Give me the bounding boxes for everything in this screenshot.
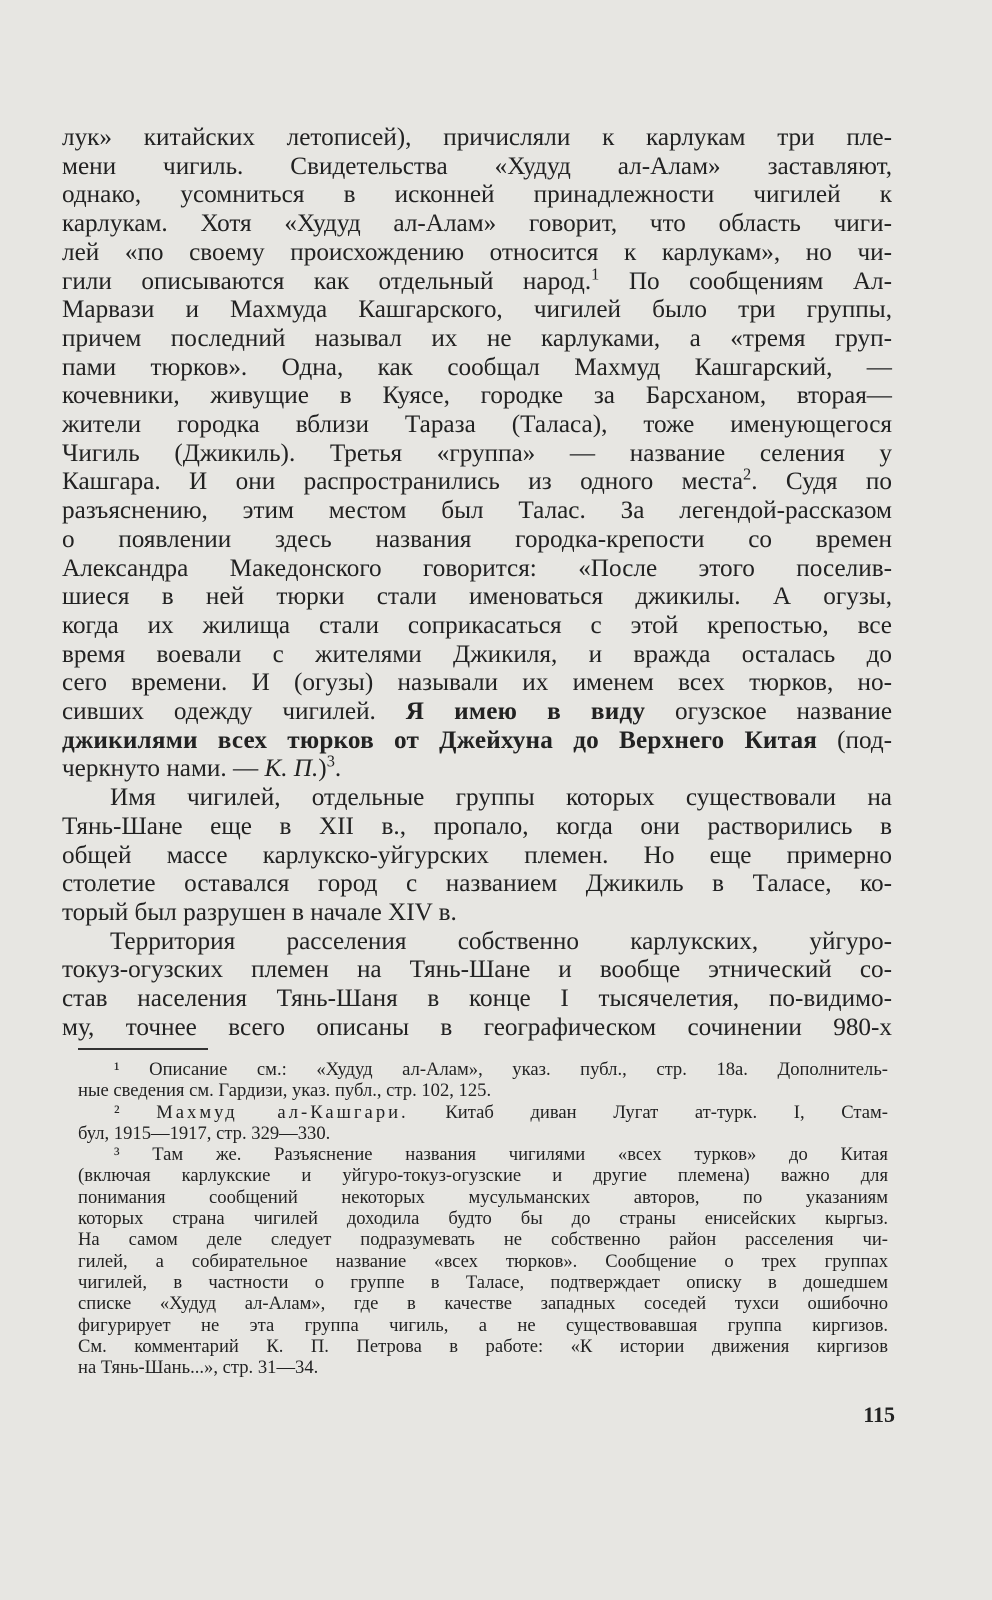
text-line: Александра Македонского говорится: «После этого поселив- [62, 554, 892, 582]
text-line: разъяснению, этим местом был Талас. За легендой-рассказом [62, 497, 892, 525]
text-line: столетие оставался город с названием Джикиль в Таласе, ко- [62, 870, 892, 898]
text-line: Марвази и Махмуда Кашгарского, чигилей было три группы, [62, 296, 892, 324]
text-segment: огузское название [675, 698, 893, 726]
bold-phrase: Я имею в виду [405, 698, 646, 726]
paragraph-1 [62, 124, 892, 784]
text-segment: По сообщениям Ал- [628, 267, 892, 295]
footnote-line: которых страна чигилей доходила будто бы до страны енисейских кыргыз. [78, 1208, 888, 1230]
text-line: мени чигиль. Свидетельства «Худуд ал-Алам» заставляют, [62, 152, 892, 180]
text-segment: гили описываются как отдельный народ. [62, 267, 592, 295]
text-line [62, 465, 893, 497]
footnote-1 [78, 1059, 888, 1102]
footnote-ref-1: 1 [591, 264, 600, 284]
text-segment: (под- [837, 726, 893, 754]
main-text [62, 124, 892, 1043]
footnote-author: Махмуд ал-Кашгари. [156, 1101, 409, 1123]
text-segment: сивших одежду чигилей. [62, 698, 376, 726]
text-line: однако, усомниться в исконней принадлежности чигилей к [62, 181, 892, 209]
paragraph-3 [62, 928, 892, 1043]
text-line: лей «по своему происхождению относится к карлукам», но чи- [62, 238, 892, 266]
text-line: му, точнее всего описаны в географическом сочинении 980-х [62, 1013, 892, 1041]
footnote-line [78, 1102, 888, 1123]
text-line: кочевники, живущие в Куясе, городке за Барсханом, вторая— [62, 382, 892, 410]
text-line: время воевали с жителями Джикиля, и вражда осталась до [62, 640, 892, 668]
text-line: общей массе карлукско-уйгурских племен. Но еще примерно [62, 841, 892, 869]
footnote-line: На самом деле следует подразумевать не собственно район расселения чи- [78, 1229, 888, 1251]
footnotes [78, 1059, 888, 1378]
footnote-line: ¹ Описание см.: «Худуд ал-Алам», указ. публ., стр. 18а. Дополнитель- [114, 1059, 888, 1080]
text-line: жители городка вблизи Тараза (Таласа), тоже именующегося [62, 411, 892, 439]
text-line: сего времени. И (огузы) называли их именем всех тюрков, но- [62, 669, 892, 697]
bold-phrase: джикилями [62, 726, 198, 754]
text-line: Тянь-Шане еще в XII в., пропало, когда они растворились в [62, 812, 892, 840]
footnote-line: фигурирует не эта группа чигиль, а не существовавшая группа киргизов. [78, 1314, 888, 1336]
paragraph-2 [62, 784, 892, 928]
footnote-line: ные сведения см. Гардизи, указ. публ., стр. 102, 125. [78, 1080, 492, 1102]
text-segment: Кашгара. И они распространились из одного места [62, 468, 744, 496]
footnote-3 [78, 1144, 888, 1378]
text-line: шиеся в ней тюрки стали именоваться джикилы. А огузы, [62, 583, 892, 611]
footnote-line: понимания сообщений некоторых мусульманских авторов, по указаниям [78, 1186, 888, 1208]
text-line [62, 727, 892, 756]
text-line: Территория расселения собственно карлукских, уйгуро- [110, 927, 892, 955]
text-segment: ) [318, 755, 327, 783]
footnote-mark: ² [114, 1101, 120, 1123]
footnote-line: на Тянь-Шань...», стр. 31—34. [78, 1357, 319, 1379]
page-number: 115 [863, 1402, 895, 1427]
footnote-ref-2: 2 [743, 465, 752, 485]
text-line: Имя чигилей, отдельные группы которых существовали на [110, 784, 892, 812]
text-line: пами тюрков». Одна, как сообщал Махмуд Кашгарский, — [62, 353, 892, 381]
text-line: став населения Тянь-Шаня в конце I тысячелетия, по-видимо- [62, 985, 892, 1013]
text-line: когда их жилища стали соприкасаться с этой крепостью, все [62, 611, 892, 639]
footnote-divider [78, 1048, 208, 1050]
text-line [62, 752, 892, 784]
footnote-line: гилей, а собирательное название «всех тюрков». Сообщение о трех группах [78, 1250, 888, 1272]
footnote-2 [78, 1102, 888, 1145]
text-line: торый был разрушен в начале XIV в. [62, 898, 457, 926]
footnote-line: ³ Там же. Разъяснение названия чигилями «всех турков» до Китая [114, 1144, 888, 1166]
footnote-ref-3: 3 [326, 752, 335, 772]
text-segment: . Судя по [751, 468, 893, 496]
text-segment: . [334, 755, 342, 783]
footnote-text: Китаб диван Лугат ат-турк. I, Стам- [445, 1101, 888, 1123]
text-line: о появлении здесь названия городка-крепости со времен [62, 525, 892, 553]
bold-phrase: всех тюрков от Джейхуна до Верхнего Китая [217, 726, 818, 754]
text-line: карлукам. Хотя «Худуд ал-Алам» говорит, что область чиги- [62, 210, 892, 238]
text-line: Чигиль (Джикиль). Третья «группа» — название селения у [62, 439, 892, 467]
text-line [62, 698, 892, 727]
text-line: лук» китайских летописей), причисляли к карлукам три пле- [62, 124, 892, 151]
text-line [62, 264, 892, 297]
italic-initials: К. П. [264, 755, 319, 783]
text-line: причем последний называл их не карлуками, а «тремя груп- [62, 324, 892, 352]
text-line: токуз-огузских племен на Тянь-Шане и вообще этнический со- [62, 956, 892, 984]
footnote-line: См. комментарий К. П. Петрова в работе: «К истории движения киргизов [78, 1335, 888, 1357]
footnote-line: чигилей, в частности о группе в Таласе, подтверждает описку в дошедшем [78, 1271, 888, 1293]
footnote-line: (включая карлукские и уйгуро-токуз-огузские и другие племена) важно для [78, 1165, 888, 1187]
footnote-line: бул, 1915—1917, стр. 329—330. [78, 1122, 331, 1144]
footnote-line: списке «Худуд ал-Алам», где в качестве западных соседей тухси ошибочно [78, 1293, 888, 1315]
text-segment: черкнуто нами. — [62, 755, 259, 783]
